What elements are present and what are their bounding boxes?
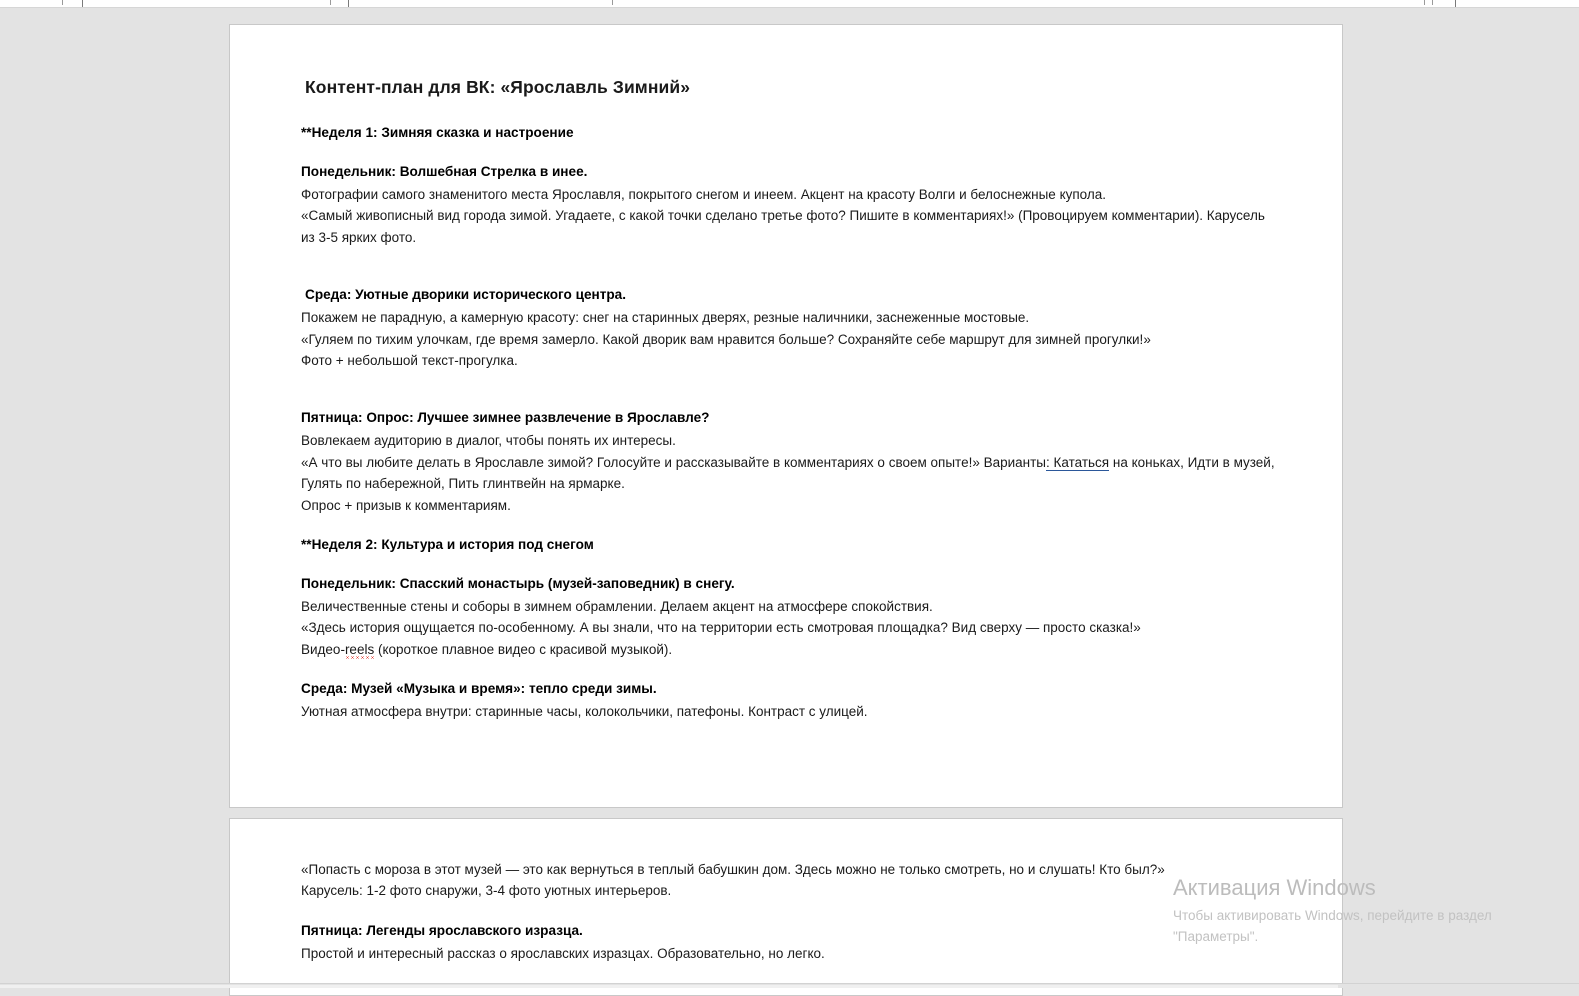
ruler-tick xyxy=(348,0,349,7)
grammar-flagged-text[interactable]: : Кататься xyxy=(1046,454,1110,470)
ruler-tick xyxy=(62,0,63,5)
activation-watermark-line-2: "Параметры". xyxy=(1173,929,1259,944)
ruler-tick xyxy=(82,0,83,7)
heading-week1-wednesday: Среда: Уютные дворики исторического центра. xyxy=(305,287,627,303)
ruler-tick xyxy=(612,0,613,5)
paragraph-week1-mon-2: «Самый живописный вид города зимой. Угадаете, с какой точки сделано третье фото? Пишите в комментариях!» (Провоцируем комментарии). Карусель xyxy=(301,208,1265,224)
paragraph-spacer xyxy=(301,371,1286,407)
paragraph-text-pre: «А что вы любите делать в Ярославле зимой? Голосуйте и рассказывайте в комментариях о своем опыте!» Варианты xyxy=(301,454,1046,470)
paragraph-spacer xyxy=(301,248,1286,284)
activation-watermark-line-1: Чтобы активировать Windows, перейдите в раздел xyxy=(1173,908,1492,923)
paragraph-text-post: на коньках, Идти в музей, xyxy=(1109,454,1275,470)
heading-week1-friday: Пятница: Опрос: Лучшее зимнее развлечение в Ярославле? xyxy=(301,410,710,426)
paragraph-week1-fri-3: Гулять по набережной, Пить глинтвейн на ярмарке. xyxy=(301,476,625,492)
paragraph-spacer xyxy=(301,902,1286,920)
heading-week2-monday: Понедельник: Спасский монастырь (музей-заповедник) в снегу. xyxy=(301,576,735,592)
ruler-tick xyxy=(1424,0,1425,5)
window-bottom-edge xyxy=(0,983,1579,988)
paragraph-week1-wed-3: Фото + небольшой текст-прогулка. xyxy=(301,353,518,369)
paragraph-spacer xyxy=(301,660,1286,678)
document-ruler[interactable] xyxy=(0,0,1579,8)
ruler-tick xyxy=(330,0,331,5)
paragraph-spacer xyxy=(301,516,1286,534)
document-page-1[interactable] xyxy=(229,24,1343,808)
heading-week2-friday: Пятница: Легенды ярославского изразца. xyxy=(301,922,583,938)
document-scroll-surface[interactable] xyxy=(0,8,1579,980)
paragraph-text-post: (короткое плавное видео с красивой музыкой). xyxy=(374,641,673,657)
paragraph-week2-mon-3 xyxy=(301,639,1286,660)
paragraph-week1-fri-1: Вовлекаем аудиторию в диалог, чтобы понять их интересы. xyxy=(301,433,676,449)
paragraph-week1-wed-1: Покажем не парадную, а камерную красоту: снег на старинных дверях, резные наличники, заснеженные мостовые. xyxy=(301,310,1030,326)
paragraph-week2-wed-3: Карусель: 1-2 фото снаружи, 3-4 фото уютных интерьеров. xyxy=(301,883,672,899)
paragraph-week1-wed-2: «Гуляем по тихим улочкам, где время замерло. Какой дворик вам нравится больше? Сохраняйте себе маршрут для зимней прогулки!» xyxy=(301,331,1151,347)
page-1-content xyxy=(301,77,1286,723)
paragraph-week2-wed-2: «Попасть с мороза в этот музей — это как вернуться в теплый бабушкин дом. Здесь можно не только смотреть, но и слушать! Кто был?» xyxy=(301,862,1165,877)
heading-week-2: **Неделя 2: Культура и история под снегом xyxy=(301,537,594,553)
paragraph-week2-mon-1: Величественные стены и соборы в зимнем обрамлении. Делаем акцент на атмосфере спокойствия. xyxy=(301,599,933,615)
spelling-flagged-text[interactable]: reels xyxy=(344,641,375,657)
ruler-tick xyxy=(1455,0,1456,7)
heading-week2-wednesday: Среда: Музей «Музыка и время»: тепло среди зимы. xyxy=(301,681,657,697)
paragraph-week2-wed-1: Уютная атмосфера внутри: старинные часы, колокольчики, патефоны. Контраст с улицей. xyxy=(301,704,868,720)
paragraph-week1-fri-4: Опрос + призыв к комментариям. xyxy=(301,497,511,513)
paragraph-week2-mon-2: «Здесь история ощущается по-особенному. А вы знали, что на территории есть смотровая площадка? Вид сверху — просто сказка!» xyxy=(301,620,1141,636)
ruler-tick xyxy=(1432,0,1433,5)
document-page-2[interactable] xyxy=(229,818,1343,996)
heading-week1-monday: Понедельник: Волшебная Стрелка в инее. xyxy=(301,164,588,179)
page-2-content xyxy=(301,859,1286,964)
paragraph-week2-fri-1: Простой и интересный рассказ о ярославских изразцах. Образовательно, но легко. xyxy=(301,945,825,961)
paragraph-week1-fri-2 xyxy=(301,452,1286,473)
paragraph-text-pre: Видео- xyxy=(301,641,345,657)
paragraph-week1-mon-1: Фотографии самого знаменитого места Ярославля, покрытого снегом и инеем. Акцент на красоту Волги и белоснежные купола. xyxy=(301,187,1107,202)
heading-week-1: **Неделя 1: Зимняя сказка и настроение xyxy=(301,125,574,140)
paragraph-week1-mon-3: из 3-5 ярких фото. xyxy=(301,229,417,245)
activation-watermark-title: Активация Windows xyxy=(1173,875,1376,900)
document-title: Контент-план для ВК: «Ярославль Зимний» xyxy=(305,77,691,97)
